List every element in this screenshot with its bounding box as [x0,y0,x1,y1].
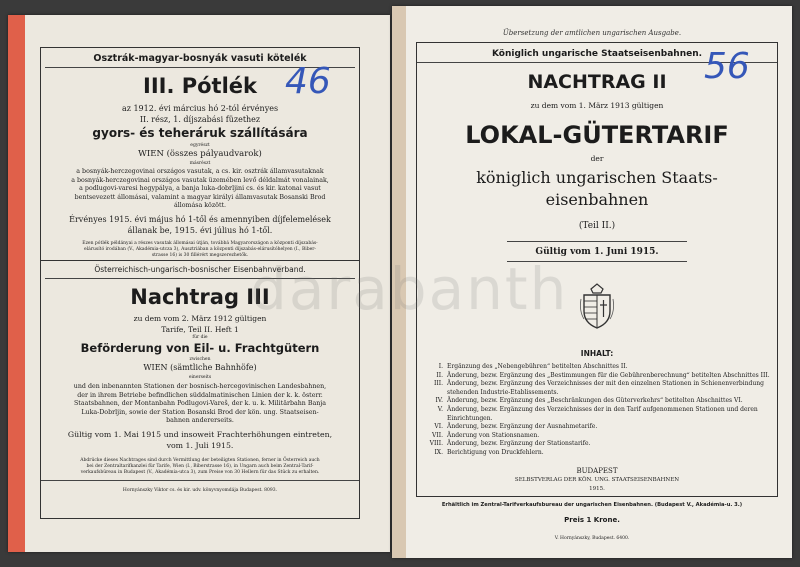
de-line2: Tarife, Teil II. Heft 1 [161,325,239,334]
valid-date: Gültig vom 1. Juni 1915. [535,247,659,257]
de-line6: einerseits [188,375,212,380]
de-title: Beförderung von Eil- u. Frachtgütern [80,341,320,355]
toc-heading: INHALT: [580,349,614,358]
issuer: königlich ungarischen Staats- eisenbahnen [476,168,718,209]
main-title: LOKAL-GÜTERTARIF [465,121,729,149]
hungarian-coat-of-arms-icon [578,283,616,329]
left-body: a bosnyák-herczegovinai országos vasutak, a cs. kir. osztrák államvasutaknak a bosnyák-herczegovinai országos vasutak üzemében levő déldalmát vonalainak, a podlugovi-varesi hegypálya, a banja luka-dobrljini cs. és kir. katonai vasut bentsevezett állomásai, valamint a magyar királyi államvasutak Bosanski Brod állomása között. [71,168,329,209]
left-valid: Érvényes 1915. évi május hó 1-től és amennyiben díjfelemelések állanak be, 1915. évi július hó 1-től. [69,215,331,235]
left-line2: II. rész, 1. díjszabási füzethez [139,115,261,124]
left-fine-print: Ezen pótlék példányai a részes vasutak állomásai útján, továbbá Magyarországon a központi díjszabás- elárusító irodában (V., Akadémia-utcza 3), Ausztriában a központi díjszabás-elárusítóhelyen (I., Biber- strasse 16) is 30 fillérért megszerezhetők. [82,241,318,258]
der-label: der [590,154,604,163]
list-item: I. Ergänzung des „Nebengebühren“ betitelten Abschnittes II. [438,363,628,370]
right-header: Königlich ungarische Staatseisenbahnen. [491,49,703,59]
left-line3: gyors- és teheráruk szállítására [92,126,308,140]
de-line4: zwischen [189,357,211,362]
red-spine [8,15,25,552]
list-item: VII. Änderung von Stationsnamen. [432,431,540,439]
divider [41,480,359,481]
list-item: IV. Änderung, bezw. Ergänzung des „Beschränkungen des Güterverkehrs“ betitelten Abschnittes VI. [435,397,743,405]
sales-note: Erhältlich im Zentral-Tarifverkaufsbureau der ungarischen Eisenbahnen. (Budapest V., Akadémia-u. 3.) [441,502,743,508]
right-printer: V. Hornyánszky, Budapest. 6400. [554,536,630,541]
year: 1915. [589,486,605,492]
city: BUDAPEST [576,467,618,475]
list-item: II. Änderung, bezw. Ergänzung des „Bestimmungen für die Gebührenberechnung“ betitelten Abschnittes III. [436,371,770,379]
de-line1: zu dem vom 2. März 1912 gültigen [133,314,267,323]
left-title: III. Pótlék [143,74,257,98]
left-line5: WIEN (összes pályaudvarok) [138,149,262,159]
left-line4: egyrészt [190,143,210,148]
list-item: IX. Berichtigung von Druckfehlern. [434,448,544,456]
left-line1: az 1912. évi március hó 2-tól érvényes [121,104,279,113]
de-valid: Gültig vom 1. Mai 1915 und insoweit Frachterhöhungen eintreten, vom 1. Juli 1915. [67,430,333,450]
toc-list [421,363,770,458]
de-body: und den inbenannten Stationen der bosnisch-hercegovinischen Landesbahnen, der in ihrem Betriebe befindlichen süddalmatinischen Linien der k. k. österr. Staatsbahnen, der Montanbahn Podlugovi-Vareš, der k. u. k. Militärbahn Banja Luka-Dobrljin, sowie der Station Bosanski Brod der kön. ung. Staatseisen- bahnen andererseits. [73,383,327,425]
publisher: SELBSTVERLAG DER KÖN. UNG. STAATSEISENBAHNEN [514,477,680,483]
divider [507,241,687,242]
list-item: VIII. Änderung, bezw. Ergänzung der Stationstarife. [429,440,591,448]
de-line5: WIEN (sämtliche Bahnhöfe) [143,363,257,372]
list-item: Einrichtungen. [447,414,493,422]
left-title2: Nachtrag III [130,285,270,309]
list-item: VI. Änderung, bezw. Ergänzung der Ausnahmetarife. [434,423,598,431]
de-fine-print: Abdrücke dieses Nachtrages sind durch Vermittlung der beteiligten Stationen, ferner in Österreich auch bei der Zentraltarifkanzlei für Tarife, Wien (I., Biberstrasse 16), in Ungarn auch beim Zentral-Tarif- verkaufsbüreau in Budapest (V., Akadémia-utca 3), zum Preise von 30 Hellern für das Stück zu erhalten. [80,458,320,475]
handwritten-number: 46 [285,61,331,102]
part-label: (Teil II.) [578,221,616,231]
price: Preis 1 Krone. [564,516,620,524]
left-header: Osztrák-magyar-bosnyák vasuti kötelék [93,53,307,64]
list-item: III. Änderung, bezw. Ergänzung des Verzeichnisses der mit den einzelnen Stationen in Schienenverbindung [433,380,764,388]
list-item: stehenden Industrie-Etablissements. [447,388,559,396]
left-printer: Hornyánszky Viktor cs. és kir. udv. könyvnyomdája Budapest. 8093. [122,488,278,493]
left-line6: másrészt [189,161,211,166]
left-header2: Österreichisch-ungarisch-bosnischer Eisenbahnverband. [94,265,306,274]
watermark: darabanth [250,255,569,323]
handwritten-number: 56 [704,46,750,87]
list-item: V. Änderung, bezw. Ergänzung des Verzeichnisses der in den Tarif aufgenommenen Stationen und deren [437,405,758,413]
translation-note: Übersetzung der amtlichen ungarischen Ausgabe. [502,29,682,37]
right-subtitle: zu dem vom 1. März 1913 gültigen [530,101,664,110]
de-line3: für die [192,335,208,340]
right-title: NACHTRAG II [527,71,667,93]
